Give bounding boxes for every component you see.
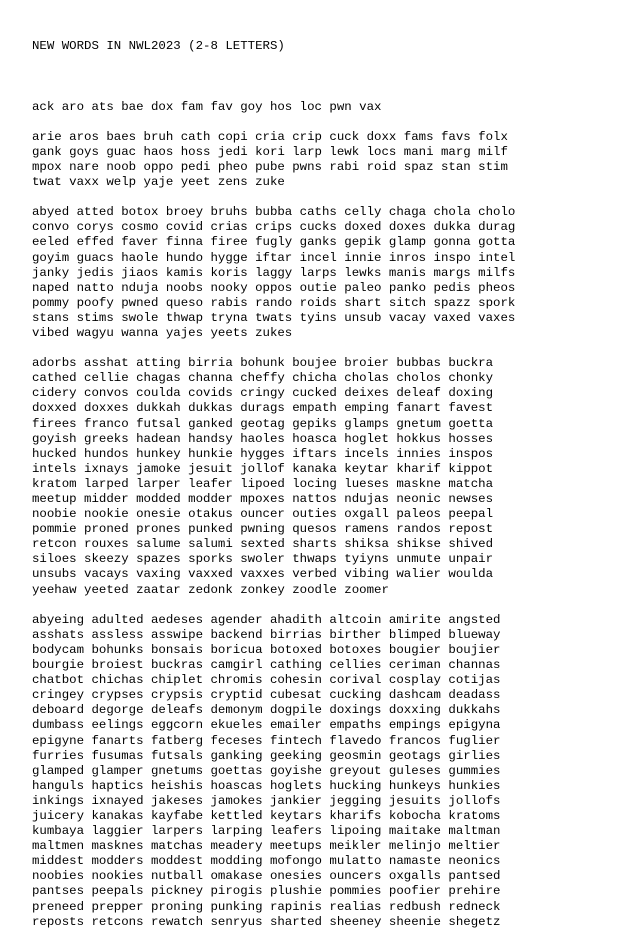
word-line: intels ixnays jamoke jesuit jollof kanaka keytar kharif kippot <box>32 461 494 476</box>
section-gap <box>32 341 622 356</box>
section-gap <box>32 190 622 205</box>
word-line: yeehaw yeeted zaatar zedonk zonkey zoodle zoomer <box>32 582 389 597</box>
word-line: noobie nookie onesie otakus ouncer outies oxgall paleos peepal <box>32 507 494 522</box>
word-line: middest modders moddest modding mofongo mulatto namaste neonics <box>32 854 501 869</box>
word-line: pommie proned prones punked pwning quesos ramens randos repost <box>32 522 494 537</box>
word-line: meetup midder modded modder mpoxes nattos ndujas neonic newses <box>32 492 494 506</box>
word-line: cringey crypses crypsis cryptid cubesat cucking dashcam deadass <box>32 688 501 703</box>
word-section <box>32 356 622 598</box>
word-line: abyeing adulted aedeses agender ahadith altcoin amirite angsted <box>32 612 501 627</box>
word-line: glamped glamper gnetums goettas goyishe greyout guleses gummies <box>32 763 501 778</box>
word-line: vibed wagyu wanna yajes yeets zukes <box>32 325 293 340</box>
word-line: pantses peepals pickney pirogis plushie pommies poofier prehire <box>32 884 501 899</box>
word-line: naped natto nduja noobs nooky oppos outie paleo panko pedis pheos <box>32 280 516 295</box>
word-section <box>32 613 622 930</box>
word-line: pommy poofy pwned queso rabis rando roids shart sitch spazz spork <box>32 295 516 310</box>
word-line: bourgie broiest buckras camgirl cathing cellies ceriman channas <box>32 658 501 673</box>
word-line: cidery convos coulda covids cringy cucked deixes deleaf doxing <box>32 386 494 401</box>
word-line: goyish greeks hadean handsy haoles hoasca hoglet hokkus hosses <box>32 431 494 446</box>
word-section <box>32 130 622 190</box>
word-line: unsubs vacays vaxing vaxxed vaxxes verbed vibing walier woulda <box>32 567 494 582</box>
word-line: epigyne fanarts fatberg feceses fintech flavedo francos fuglier <box>32 733 501 748</box>
word-line: mpox nare noob oppo pedi pheo pube pwns rabi roid spaz stan stim <box>32 159 508 174</box>
word-line: hucked hundos hunkey hunkie hygges iftars incels innies inspos <box>32 446 494 461</box>
word-line: firees franco futsal ganked geotag gepiks glamps gnetum goetta <box>32 416 494 431</box>
page-title: NEW WORDS IN NWL2023 (2-8 LETTERS) <box>32 39 285 54</box>
word-line: juicery kanakas kayfabe kettled keytars kharifs kobocha kratoms <box>32 808 501 823</box>
word-line: arie aros baes bruh cath copi cria crip cuck doxx fams favs folx <box>32 129 508 144</box>
word-sections <box>32 84 622 929</box>
word-line: hanguls haptics heishis hoascas hoglets hucking hunkeys hunkies <box>32 778 501 793</box>
word-line: janky jedis jiaos kamis koris laggy larps lewks manis margs milfs <box>32 265 516 280</box>
word-line: kratom larped larper leafer lipoed locing lueses maskne matcha <box>32 476 494 491</box>
word-line: retcon rouxes salume salumi sexted sharts shiksa shikse shived <box>32 537 494 552</box>
word-line: twat vaxx welp yaje yeet zens zuke <box>32 175 285 190</box>
word-line: deboard degorge deleafs demonym dogpile doxings doxxing dukkahs <box>32 703 501 718</box>
word-line: preneed prepper proning punking rapinis realias redbush redneck <box>32 899 501 914</box>
word-line: cathed cellie chagas channa cheffy chicha cholas cholos chonky <box>32 371 494 386</box>
word-line: inkings ixnayed jakeses jamokes jankier jegging jesuits jollofs <box>32 793 501 808</box>
word-section <box>32 100 622 115</box>
word-line: siloes skeezy spazes sporks swoler thwaps tyiyns unmute unpair <box>32 552 494 567</box>
word-line: eeled effed faver finna firee fugly ganks gepik glamp gonna gotta <box>32 235 516 250</box>
word-line: abyed atted botox broey bruhs bubba caths celly chaga chola cholo <box>32 205 516 220</box>
word-line: convo corys cosmo covid crias crips cucks doxed doxes dukka durag <box>32 220 516 235</box>
word-line: dumbass eelings eggcorn ekueles emailer empaths empings epigyna <box>32 718 501 733</box>
word-line: noobies nookies nutball omakase onesies ouncers oxgalls pantsed <box>32 869 501 884</box>
word-line: gank goys guac haos hoss jedi kori larp lewk locs mani marg milf <box>32 144 508 159</box>
word-line: furries fusumas futsals ganking geeking geosmin geotags girlies <box>32 748 501 763</box>
word-line: goyim guacs haole hundo hygge iftar incel innie inros inspo intel <box>32 250 516 265</box>
word-line: ack aro ats bae dox fam fav goy hos loc pwn vax <box>32 99 382 114</box>
word-line: bodycam bohunks bonsais boricua botoxed botoxes bougier boujier <box>32 642 501 657</box>
word-line: chatbot chichas chiplet chromis cohesin corival cosplay cotijas <box>32 673 501 688</box>
word-list-document <box>32 9 622 945</box>
word-section <box>32 205 622 341</box>
section-gap <box>32 598 622 613</box>
section-gap <box>32 115 622 130</box>
section-gap <box>32 84 622 99</box>
word-line: kumbaya laggier larpers larping leafers lipoing maitake maltman <box>32 824 501 839</box>
word-line: maltmen masknes matchas meadery meetups meikler melinjo meltier <box>32 839 501 854</box>
word-line: adorbs asshat atting birria bohunk boujee broier bubbas buckra <box>32 356 494 371</box>
word-line: stans stims swole thwap tryna twats tyins unsub vacay vaxed vaxes <box>32 310 516 325</box>
word-line: reposts retcons rewatch senryus sharted sheeney sheenie shegetz <box>32 914 501 929</box>
word-line: asshats assless asswipe backend birrias birther blimped blueway <box>32 627 501 642</box>
word-line: doxxed doxxes dukkah dukkas durags empath emping fanart favest <box>32 401 494 416</box>
